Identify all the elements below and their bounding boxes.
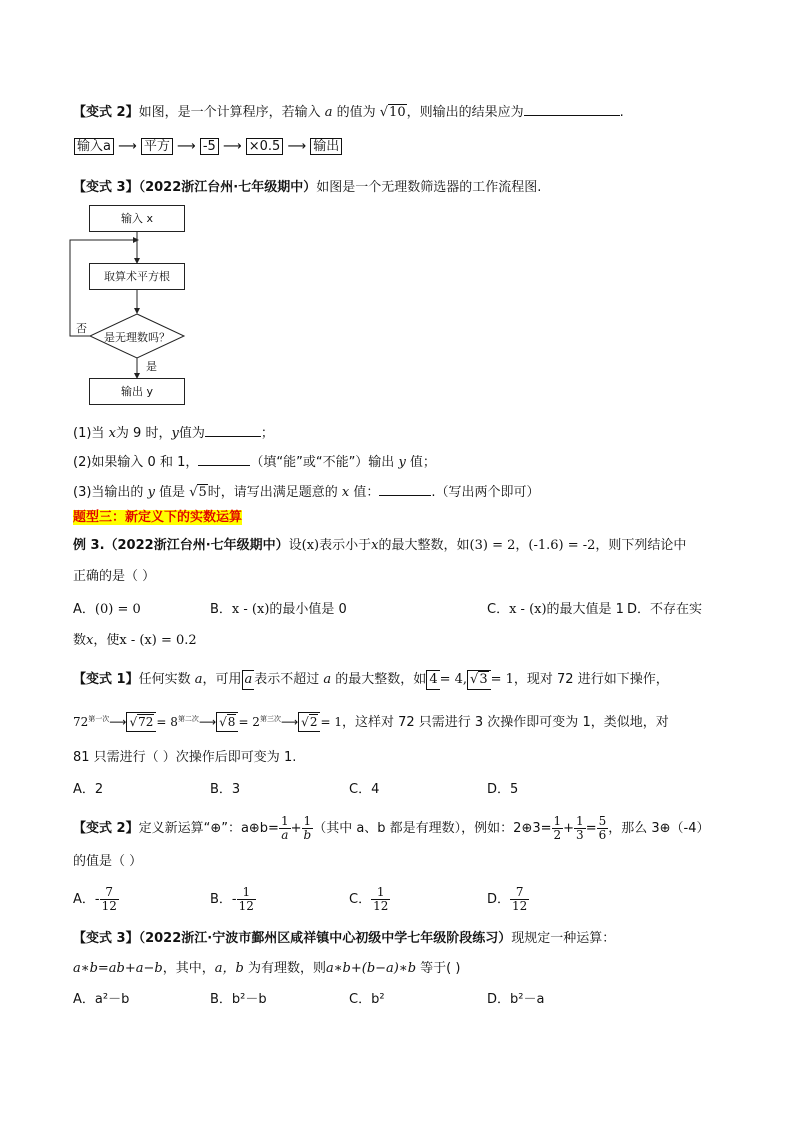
arrow-icon: $^{第一次}$⟶ bbox=[88, 715, 127, 729]
b3-question: 【变式 3】（2022浙江·宁波市鄞州区咸祥镇中心初级中学七年级阶段练习）现规定一种运算： bbox=[73, 931, 616, 946]
arrow-icon: ⟶ bbox=[287, 139, 307, 154]
sqrt-symbol: √10 bbox=[379, 105, 406, 120]
option-c[interactable]: C．x - (x)的最大值是 1 bbox=[487, 602, 624, 617]
flowchart-output-box: 输出 y bbox=[89, 378, 185, 405]
flowchart-decision-label: 是无理数吗？ bbox=[104, 331, 170, 344]
arrow-icon: ⟶ bbox=[177, 139, 196, 154]
option-c[interactable]: C．4 bbox=[349, 782, 380, 797]
q1: (1)当 x为 9 时，y值为 ； bbox=[73, 426, 274, 441]
option-d[interactable]: D． $\frac{7}{12}$ bbox=[487, 885, 528, 913]
answer-blank[interactable] bbox=[524, 103, 620, 116]
arrow-icon: $^{第二次}$⟶ bbox=[177, 715, 217, 729]
arrow-icon: ⟶ bbox=[222, 139, 242, 154]
answer-blank[interactable] bbox=[205, 424, 261, 437]
flowchart-sqrt-box: 取算术平方根 bbox=[89, 263, 185, 290]
sqrt-symbol: √5 bbox=[189, 485, 207, 500]
option-a[interactable]: A．- $\frac{7}{12}$ bbox=[73, 885, 117, 913]
option-b[interactable]: B．b²－b bbox=[210, 992, 267, 1007]
v2-question: 【变式 2】如图，是一个计算程序，若输入 a 的值为 √10，则输出的结果应为 . bbox=[73, 105, 624, 120]
flowchart-no-label: 否 bbox=[76, 322, 87, 335]
b1-question-line3: 81 只需进行（ ）次操作后即可变为 1. bbox=[73, 750, 297, 765]
option-d-line2: 数x，使x - (x) = 0.2 bbox=[73, 633, 197, 648]
b3-question-line2: a∗b=ab+a−b，其中，a，b 为有理数，则a∗b+(b−a)∗b 等于( ) bbox=[73, 961, 461, 976]
program-input: 输入a bbox=[74, 138, 114, 155]
option-a[interactable]: A．2 bbox=[73, 782, 104, 797]
option-a[interactable]: A．(0) = 0 bbox=[73, 602, 141, 617]
ex3-question-line2: 正确的是（ ） bbox=[73, 569, 156, 584]
b2-question-line2: 的值是（ ） bbox=[73, 854, 143, 869]
b1-question: 【变式 1】任何实数 a，可用 a 表示不超过 a 的最大整数，如 4 = 4, √3 = 1，现对 72 进行如下操作， bbox=[73, 670, 669, 690]
v3-question: 【变式 3】（2022浙江台州·七年级期中）如图是一个无理数筛选器的工作流程图. bbox=[73, 180, 542, 195]
b1-chain: $72^{第一次}⟶$ $√72 = 8^{第二次}⟶$ $√8 = 2^{第三次}⟶$ √2 = 1，这样对 72 只需进行 3 次操作即可变为 1，类似地，对 bbox=[73, 710, 669, 732]
answer-blank[interactable] bbox=[379, 483, 431, 496]
program-output: 输出 bbox=[310, 138, 342, 155]
q3: (3)当输出的 y 值是 √5时，请写出满足题意的 x 值： .（写出两个即可） bbox=[73, 485, 540, 500]
program-square: 平方 bbox=[141, 138, 173, 155]
arrow-icon: $^{第三次}$⟶ bbox=[259, 715, 299, 729]
option-d[interactable]: D．b²－a bbox=[487, 992, 545, 1007]
option-d[interactable]: D．5 bbox=[487, 782, 519, 797]
program-diagram bbox=[74, 138, 342, 158]
option-b[interactable]: B．- $\frac{1}{12}$ bbox=[210, 885, 254, 913]
flowchart-input-box: 输入 x bbox=[89, 205, 185, 232]
option-c[interactable]: C． $\frac{1}{12}$ bbox=[349, 885, 389, 913]
option-b[interactable]: B．3 bbox=[210, 782, 241, 797]
option-b[interactable]: B．x - (x)的最小值是 0 bbox=[210, 602, 347, 617]
program-times05: ×0.5 bbox=[246, 138, 284, 155]
answer-blank[interactable] bbox=[198, 453, 250, 466]
v2-tag: 【变式 2】 bbox=[73, 105, 139, 120]
arrow-icon: ⟶ bbox=[118, 139, 137, 154]
option-c[interactable]: C．b² bbox=[349, 992, 385, 1007]
q2: (2)如果输入 0 和 1， （填“能”或“不能”）输出 y 值； bbox=[73, 455, 436, 470]
program-minus5: -5 bbox=[200, 138, 219, 155]
section-heading: 题型三：新定义下的实数运算 bbox=[73, 510, 243, 525]
option-d[interactable]: D．不存在实 bbox=[627, 602, 703, 617]
flowchart-yes-label: 是 bbox=[146, 360, 157, 373]
ex3-question: 例 3.（2022浙江台州·七年级期中）设(x)表示小于x的最大整数，如(3) = 2，(-1.6) = -2，则下列结论中 bbox=[73, 538, 687, 553]
option-a[interactable]: A．a²－b bbox=[73, 992, 130, 1007]
b2-question: 【变式 2】定义新运算“⊕”：a⊕b= $\frac{1}{a}$ + $\frac{1}{b}$ （其中 a、b 都是有理数），例如：2⊕3= $\frac{1}{2}$ + $\frac{1}{3}$ = $\frac{5}{6}$ ，那么 3⊕（-4） bbox=[73, 814, 710, 842]
